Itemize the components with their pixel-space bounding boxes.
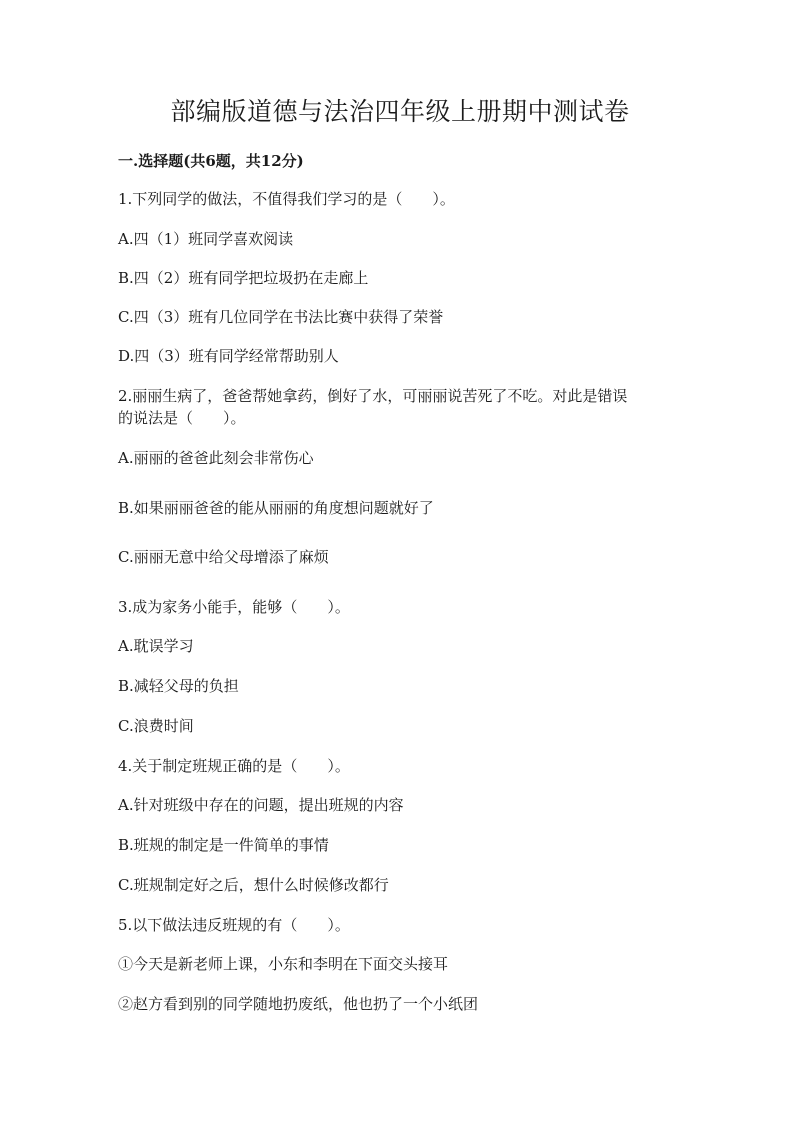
question-1-stem: 1.下列同学的做法，不值得我们学习的是（ ）。 bbox=[118, 190, 455, 208]
question-5-item-2: ②赵方看到别的同学随地扔废纸，他也扔了一个小纸团 bbox=[118, 995, 479, 1013]
question-4-option-c: C.班规制定好之后，想什么时候修改都行 bbox=[118, 876, 389, 894]
question-1-option-c: C.四（3）班有几位同学在书法比赛中获得了荣誉 bbox=[118, 308, 444, 326]
question-2-stem-line-2: 的说法是（ ）。 bbox=[118, 409, 246, 427]
question-1-option-d: D.四（3）班有同学经常帮助别人 bbox=[118, 347, 339, 365]
question-5-stem: 5.以下做法违反班规的有（ ）。 bbox=[118, 916, 350, 934]
question-3-option-c: C.浪费时间 bbox=[118, 717, 194, 735]
question-3-option-b: B.减轻父母的负担 bbox=[118, 677, 239, 695]
question-2-stem-line-1: 2.丽丽生病了，爸爸帮她拿药，倒好了水，可丽丽说苦死了不吃。对此是错误 bbox=[118, 387, 628, 405]
question-4-option-b: B.班规的制定是一件简单的事情 bbox=[118, 836, 329, 854]
question-5-item-1: ①今天是新老师上课，小东和李明在下面交头接耳 bbox=[118, 955, 449, 973]
question-4-option-a: A.针对班级中存在的问题，提出班规的内容 bbox=[118, 796, 404, 814]
question-2-option-c: C.丽丽无意中给父母增添了麻烦 bbox=[118, 548, 329, 566]
question-2-option-b: B.如果丽丽爸爸的能从丽丽的角度想问题就好了 bbox=[118, 499, 434, 517]
section-heading: 一.选择题(共6题，共12分) bbox=[118, 152, 304, 170]
question-3-stem: 3.成为家务小能手，能够（ ）。 bbox=[118, 598, 350, 616]
question-2-option-a: A.丽丽的爸爸此刻会非常伤心 bbox=[118, 449, 314, 467]
page-title: 部编版道德与法治四年级上册期中测试卷 bbox=[170, 97, 630, 126]
question-1-option-b: B.四（2）班有同学把垃圾扔在走廊上 bbox=[118, 269, 369, 287]
question-4-stem: 4.关于制定班规正确的是（ ）。 bbox=[118, 757, 350, 775]
question-1-option-a: A.四（1）班同学喜欢阅读 bbox=[118, 230, 294, 248]
question-3-option-a: A.耽误学习 bbox=[118, 637, 194, 655]
